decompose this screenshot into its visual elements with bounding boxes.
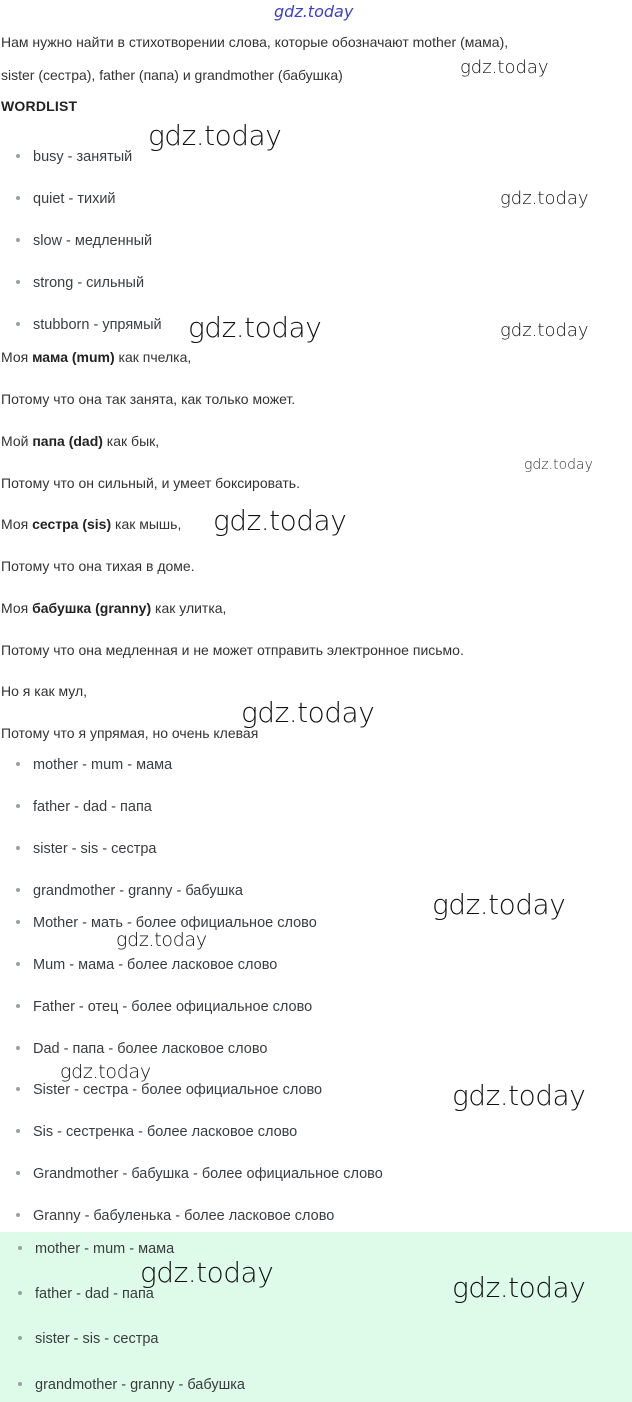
watermark: gdz.today [452,1271,586,1304]
bullet-icon [16,322,20,326]
bullet-icon [16,846,20,850]
note-item: Mother - мать - более официальное слово [16,915,317,931]
note-item: Granny - бабуленька - более ласковое слово [16,1208,334,1224]
bullet-icon [16,280,20,284]
note-item: Grandmother - бабушка - более официальное слово [16,1166,383,1182]
pair-item: father - dad - папа [16,799,152,815]
note-item: Sister - сестра - более официальное слово [16,1082,322,1098]
intro-line-1: Нам нужно найти в стихотворении слова, которые обозначают mother (мама), [1,34,509,50]
note-item: Mum - мама - более ласковое слово [16,957,277,973]
pair-item: mother - mum - мама [16,757,172,773]
poem-line: Моя бабушка (granny) как улитка, [1,600,227,616]
bullet-icon [16,920,20,924]
watermark: gdz.today [432,888,566,921]
bullet-icon [18,1382,22,1386]
note-item: Sis - сестренка - более ласковое слово [16,1124,297,1140]
wordlist-item: strong - сильный [16,275,144,291]
answer-item: father - dad - папа [18,1286,154,1302]
intro-line-2: sister (сестра), father (папа) и grandmother (бабушка) [1,67,343,83]
poem-line: Потому что она так занята, как только может. [1,391,296,407]
poem-line: Потому что она тихая в доме. [1,558,195,574]
answer-item: grandmother - granny - бабушка [18,1377,245,1393]
bullet-icon [16,888,20,892]
wordlist-item: stubborn - упрямый [16,317,162,333]
watermark: gdz.today [524,457,593,473]
pair-item: sister - sis - сестра [16,841,156,857]
poem-line: Потому что я упрямая, но очень клевая [1,725,259,741]
note-item: Father - отец - более официальное слово [16,999,312,1015]
bullet-icon [16,154,20,158]
watermark: gdz.today [500,320,589,341]
bullet-icon [18,1246,22,1250]
bullet-icon [16,1087,20,1091]
watermark: gdz.today [452,1079,586,1112]
watermark: gdz.today [148,119,282,152]
bullet-icon [18,1336,22,1340]
wordlist-heading: WORDLIST [1,98,78,114]
poem-line: Потому что она медленная и не может отправить электронное письмо. [1,642,464,658]
bullet-icon [16,1129,20,1133]
bullet-icon [16,1213,20,1217]
pair-item: grandmother - granny - бабушка [16,883,243,899]
bullet-icon [16,762,20,766]
watermark: gdz.today [274,2,354,21]
wordlist-item: busy - занятый [16,149,132,165]
bullet-icon [16,1004,20,1008]
watermark: gdz.today [140,1256,274,1289]
watermark: gdz.today [241,696,375,729]
bullet-icon [16,804,20,808]
watermark: gdz.today [188,311,322,344]
poem-line: Моя мама (mum) как пчелка, [1,349,192,365]
watermark: gdz.today [116,929,207,951]
watermark: gdz.today [460,57,549,78]
poem-line: Моя сестра (sis) как мышь, [1,516,182,532]
answer-item: mother - mum - мама [18,1241,174,1257]
bullet-icon [16,196,20,200]
note-item: Dad - папа - более ласковое слово [16,1041,267,1057]
watermark: gdz.today [60,1061,151,1083]
bullet-icon [16,962,20,966]
bullet-icon [16,238,20,242]
poem-line: Потому что он сильный, и умеет боксировать. [1,475,300,491]
bullet-icon [18,1291,22,1295]
bullet-icon [16,1171,20,1175]
watermark: gdz.today [213,504,347,537]
poem-line: Мой папа (dad) как бык, [1,433,160,449]
wordlist-item: quiet - тихий [16,191,116,207]
wordlist-item: slow - медленный [16,233,152,249]
answer-item: sister - sis - сестра [18,1331,158,1347]
poem-line: Но я как мул, [1,683,88,699]
watermark: gdz.today [500,188,589,209]
bullet-icon [16,1046,20,1050]
